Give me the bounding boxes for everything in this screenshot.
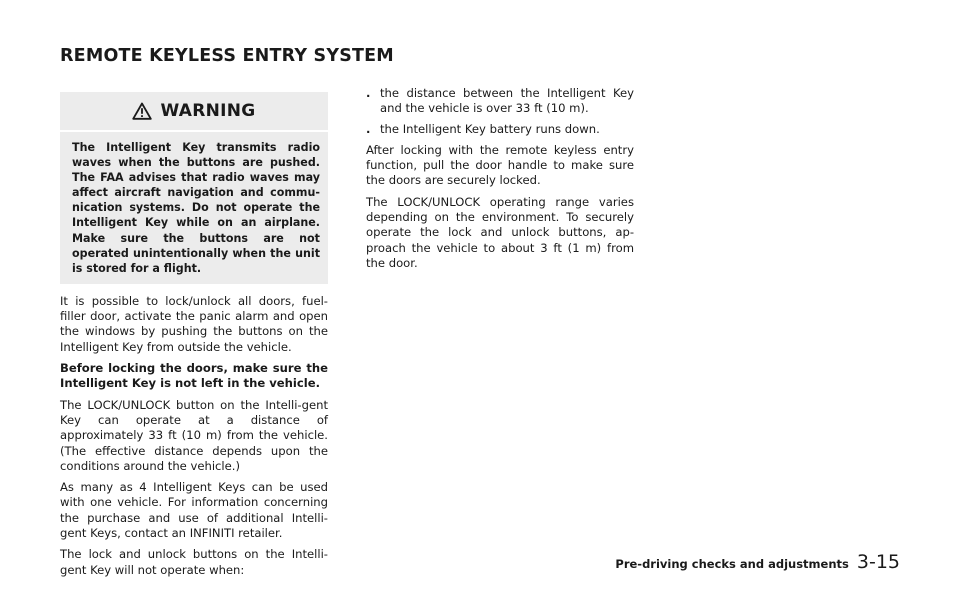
warning-text: The Intelligent Key transmits radio waves when the buttons are pushed. The FAA advises that radio waves may affect aircraft navigation and commu-nication systems. Do not operate the Intelligent Key while on an airplane. Make sure the buttons are not operated unintentionally when the unit is stored for a flight.	[72, 141, 320, 275]
paragraph-not-operate: The lock and unlock buttons on the Intelli-gent Key will not operate when:	[60, 547, 328, 577]
warning-triangle-icon	[132, 102, 152, 120]
paragraph-range: The LOCK/UNLOCK button on the Intelli-gent Key can operate at a distance of approximately 33 ft (10 m) from the vehicle. (The effective distance depends upon the conditions around the vehicle.)	[60, 397, 328, 473]
paragraph-intro: It is possible to lock/unlock all doors, fuel-filler door, activate the panic alarm and open the windows by pushing the buttons on the Intelligent Key from outside the vehicle.	[60, 293, 328, 354]
footer-section-name: Pre-driving checks and adjustments	[615, 557, 849, 571]
list-item-text: the Intelligent Key battery runs down.	[380, 121, 600, 136]
right-column	[366, 86, 634, 277]
condition-list	[366, 86, 634, 137]
page-number: 3-15	[856, 551, 900, 573]
bullet-marker: .	[366, 121, 371, 136]
warning-header	[60, 92, 328, 130]
list-item	[366, 86, 634, 117]
list-item-text: the distance between the Intelligent Key and the vehicle is over 33 ft (10 m).	[380, 86, 634, 116]
paragraph-after-locking: After locking with the remote keyless entry function, pull the door handle to make sure the doors are securely locked.	[366, 142, 634, 188]
paragraph-operating-range: The LOCK/UNLOCK operating range varies depending on the environment. To securely operate the lock and unlock buttons, ap-proach the vehicle to about 3 ft (1 m) from the door.	[366, 194, 634, 270]
warning-title: WARNING	[160, 101, 256, 121]
warning-box	[60, 92, 328, 284]
paragraph-caution: Before locking the doors, make sure the Intelligent Key is not left in the vehicle.	[60, 361, 328, 391]
list-item	[366, 122, 634, 137]
section-title: REMOTE KEYLESS ENTRY SYSTEM	[60, 46, 394, 66]
paragraph-additional-keys: As many as 4 Intelligent Keys can be used with one vehicle. For information concerning the purchase and use of additional Intelli-gent Keys, contact an INFINITI retailer.	[60, 480, 328, 540]
bullet-marker: .	[366, 86, 371, 100]
page-footer	[615, 551, 900, 573]
left-body	[60, 294, 328, 578]
left-column	[60, 92, 328, 584]
